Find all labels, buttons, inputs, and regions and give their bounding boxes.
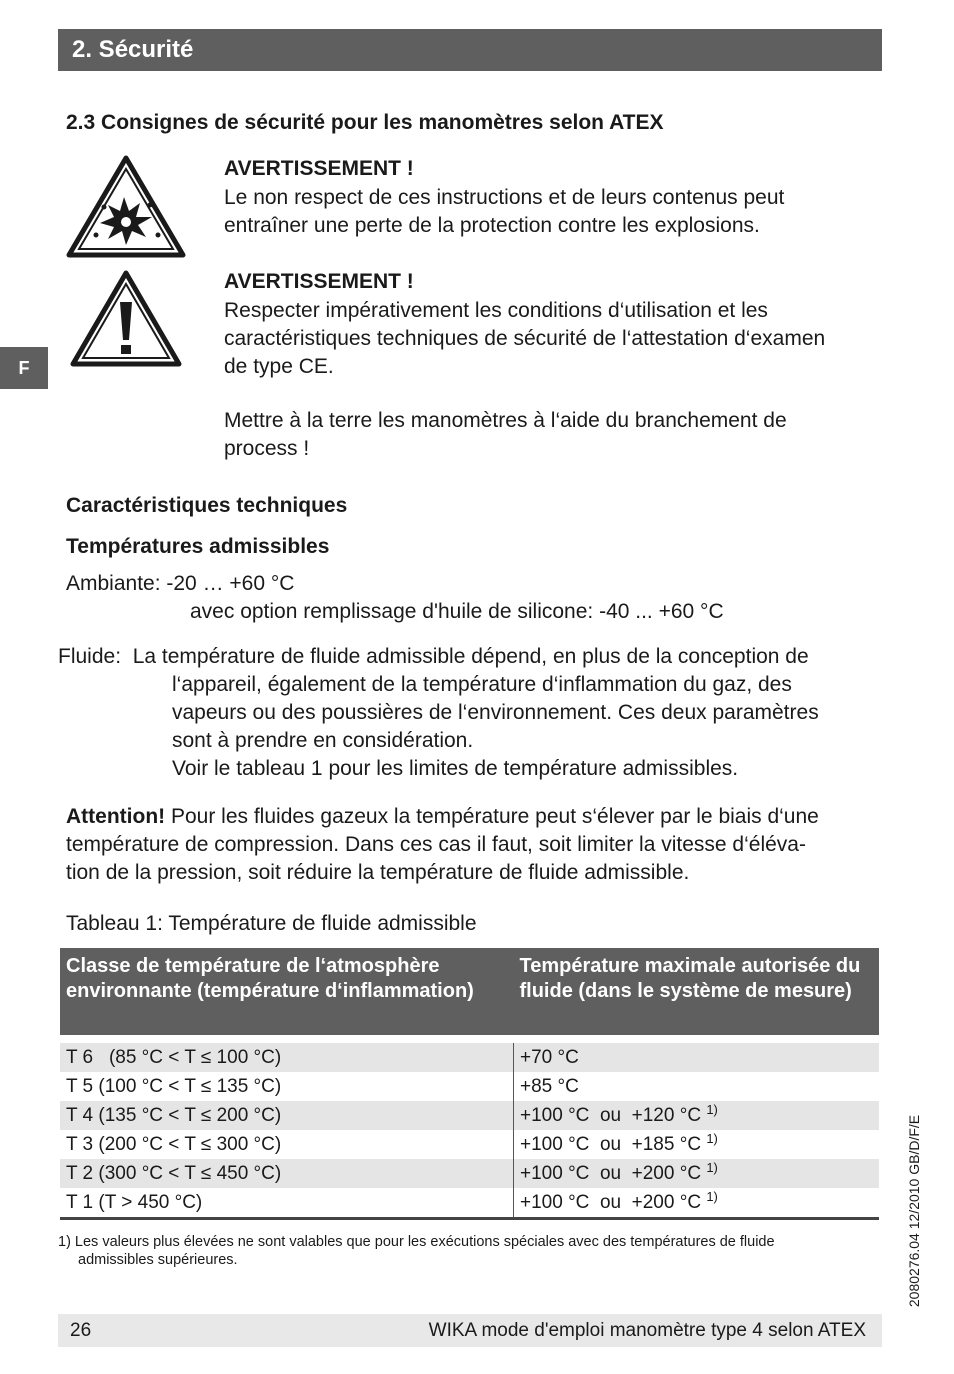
table-row xyxy=(60,1159,879,1188)
temp-class-cell: T 6 (85 °C < T ≤ 100 °C) xyxy=(60,1043,514,1072)
ambient-silicone-option: avec option remplissage d'huile de silicone: -40 ... +60 °C xyxy=(190,600,724,623)
footer-title: WIKA mode d'emploi manomètre type 4 selon ATEX xyxy=(428,1320,866,1341)
max-temp-value: +100 °C ou +200 °C xyxy=(520,1163,707,1184)
footnote-line: 1) Les valeurs plus élevées ne sont valables que pour les exécutions spéciales avec des températures de fluide xyxy=(58,1234,775,1250)
exclamation-warning-icon xyxy=(70,270,182,368)
warning-text-line: Mettre à la terre les manomètres à l‘aide du branchement de xyxy=(224,409,787,432)
document-id xyxy=(906,1106,922,1316)
table-row xyxy=(60,1072,879,1101)
max-temp-value: +100 °C ou +120 °C xyxy=(520,1105,707,1126)
ambient-temperature: Ambiante: -20 … +60 °C xyxy=(66,572,295,595)
fluid-text-line: sont à prendre en considération. xyxy=(172,729,474,752)
fluid-temperature-text xyxy=(172,671,819,783)
fluid-text-line: Voir le tableau 1 pour les limites de température admissibles. xyxy=(172,757,739,780)
warning-title: AVERTISSEMENT ! xyxy=(224,157,414,180)
temp-class-cell: T 4 (135 °C < T ≤ 200 °C) xyxy=(60,1101,514,1130)
warning-text-line: Le non respect de ces instructions et de leurs contenus peut xyxy=(224,186,785,209)
max-temp-value: +100 °C ou +185 °C xyxy=(520,1134,707,1155)
temp-class-cell: T 3 (200 °C < T ≤ 300 °C) xyxy=(60,1130,514,1159)
warning-text-line: entraîner une perte de la protection contre les explosions. xyxy=(224,214,760,237)
table-header-cell: Classe de température de l‘atmosphère environnante (température d‘inflammation) xyxy=(60,948,514,1035)
max-temp-cell xyxy=(514,1130,880,1159)
footnote-marker: 1) xyxy=(706,1189,718,1204)
max-temp-cell xyxy=(514,1188,880,1219)
table-footnote xyxy=(58,1233,848,1269)
attention-text: tion de la pression, soit réduire la température de fluide admissible. xyxy=(66,861,690,884)
footnote-line: admissibles supérieures. xyxy=(78,1252,238,1268)
max-temp-value: +100 °C ou +200 °C xyxy=(520,1192,707,1213)
specs-heading: Caractéristiques techniques xyxy=(66,494,348,517)
footnote-marker: 1) xyxy=(706,1102,718,1117)
max-temp-cell xyxy=(514,1101,880,1130)
section-header-bar xyxy=(58,29,882,71)
max-temp-cell xyxy=(514,1159,880,1188)
table-row xyxy=(60,1101,879,1130)
page-footer xyxy=(58,1314,882,1347)
language-tab-label: F xyxy=(18,358,30,378)
section-heading: 2.3 Consignes de sécurité pour les manomètres selon ATEX xyxy=(66,111,664,134)
max-temp-value: +70 °C xyxy=(520,1047,579,1068)
document-id-text: 2080276.04 12/2010 GB/D/F/E xyxy=(906,1114,922,1308)
warning-text xyxy=(224,297,825,381)
temp-class-cell: T 2 (300 °C < T ≤ 450 °C) xyxy=(60,1159,514,1188)
temperature-class-table xyxy=(60,948,879,1220)
fluid-text-line: l‘appareil, également de la température d‘inflammation du gaz, des xyxy=(172,673,792,696)
max-temp-cell xyxy=(514,1043,880,1072)
table-row xyxy=(60,1188,879,1219)
attention-label: Attention! xyxy=(66,805,166,828)
max-temp-cell xyxy=(514,1072,880,1101)
table-caption: Tableau 1: Température de fluide admissible xyxy=(66,912,477,935)
language-tab xyxy=(0,347,48,389)
temperature-subheading: Températures admissibles xyxy=(66,535,330,558)
temp-class-cell: T 5 (100 °C < T ≤ 135 °C) xyxy=(60,1072,514,1101)
warning-text-line: process ! xyxy=(224,437,310,460)
warning-text-line: Respecter impérativement les conditions d‘utilisation et les xyxy=(224,299,768,322)
section-header-title: 2. Sécurité xyxy=(72,36,194,63)
table-row xyxy=(60,1130,879,1159)
footnote-marker: 1) xyxy=(706,1160,718,1175)
fluid-text-line: vapeurs ou des poussières de l‘environnement. Ces deux paramètres xyxy=(172,701,819,724)
table-header-row xyxy=(60,948,879,1035)
explosion-warning-icon xyxy=(66,155,186,259)
fluid-temperature-intro: Fluide: La température de fluide admissible dépend, en plus de la conception de xyxy=(58,645,809,668)
temp-class-cell: T 1 (T > 450 °C) xyxy=(60,1188,514,1219)
table-row xyxy=(60,1043,879,1072)
warning-text-line: caractéristiques techniques de sécurité de l‘attestation d‘examen xyxy=(224,327,826,350)
page-number: 26 xyxy=(70,1320,92,1341)
warning-title: AVERTISSEMENT ! xyxy=(224,270,414,293)
attention-text: Pour les fluides gazeux la température peut s‘élever par le biais d‘une xyxy=(165,805,819,828)
max-temp-value: +85 °C xyxy=(520,1076,579,1097)
attention-note xyxy=(66,803,886,887)
footnote-marker: 1) xyxy=(706,1131,718,1146)
warning-text-line: de type CE. xyxy=(224,355,334,378)
attention-text: température de compression. Dans ces cas il faut, soit limiter la vitesse d‘éléva- xyxy=(66,833,806,856)
grounding-text xyxy=(224,407,787,463)
table-header-cell: Température maximale autorisée du fluide (dans le système de mesure) xyxy=(514,948,880,1035)
warning-text xyxy=(224,184,784,240)
